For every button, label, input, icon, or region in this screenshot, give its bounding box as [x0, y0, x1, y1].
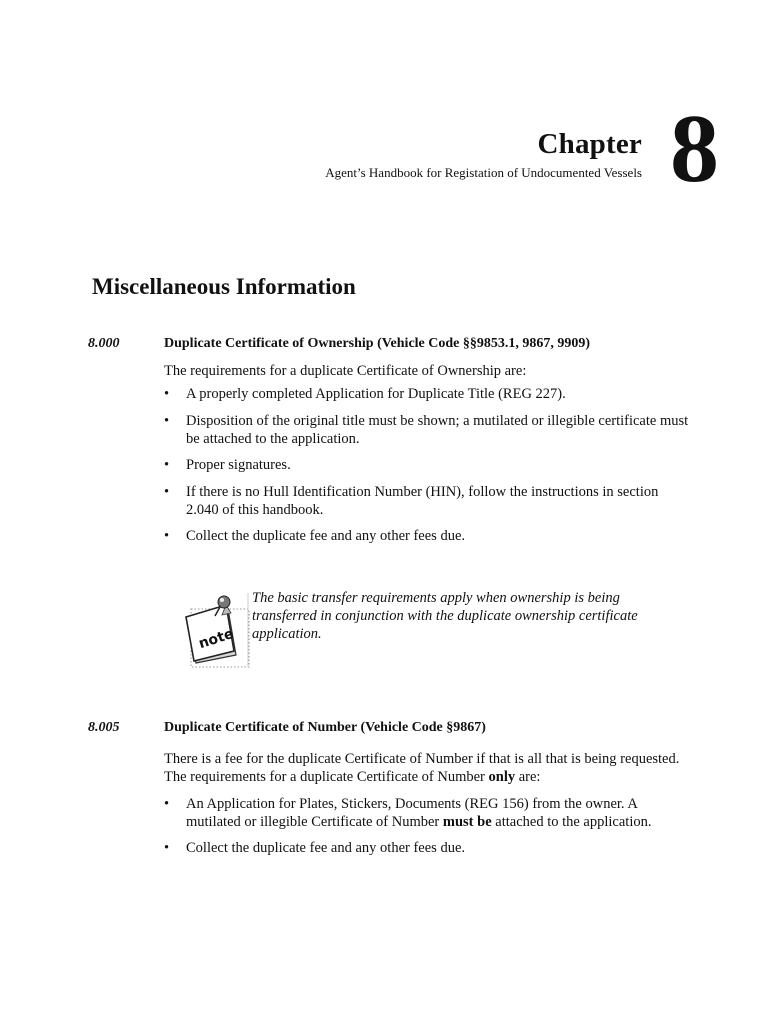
list-item	[164, 527, 694, 545]
list-item	[164, 483, 694, 519]
section-number-8000: 8.000	[88, 336, 120, 351]
bullet-icon: •	[164, 457, 170, 473]
note-icon-label: note	[196, 625, 236, 653]
section-intro-ownership: The requirements for a duplicate Certificate of Ownership are:	[164, 363, 527, 379]
chapter-label: Chapter	[537, 128, 642, 160]
section-heading-duplicate-number: Duplicate Certificate of Number (Vehicle Code §9867)	[164, 720, 486, 735]
bullet-icon: •	[164, 386, 170, 402]
list-item	[164, 795, 694, 831]
list-item-text: Proper signatures.	[186, 457, 291, 473]
intro-text-start: There is a fee for the duplicate Certificate of Number if that is all that is being requested. The requirements for a duplicate Certificate of Number	[164, 751, 680, 785]
bullet-icon: •	[164, 840, 170, 856]
requirements-list-ownership	[164, 385, 694, 545]
list-item-text-start: An Application for Plates, Stickers, Documents (REG 156) from the owner. A mutilated or illegible Certificate of Number	[186, 796, 638, 830]
list-item	[164, 385, 694, 403]
list-item-text: A properly completed Application for Duplicate Title (REG 227).	[186, 386, 566, 402]
requirements-list-number	[164, 795, 694, 857]
note-icon	[184, 589, 252, 671]
intro-emphasis: only	[488, 769, 516, 785]
list-item-text: Disposition of the original title must be shown; a mutilated or illegible certificate must be attached to the application.	[186, 413, 689, 447]
list-item	[164, 839, 694, 857]
list-item-text: Collect the duplicate fee and any other fees due.	[186, 528, 466, 544]
bullet-icon: •	[164, 528, 170, 544]
list-item-text: Collect the duplicate fee and any other fees due.	[186, 840, 466, 856]
section-heading-duplicate-ownership: Duplicate Certificate of Ownership (Vehicle Code §§9853.1, 9867, 9909)	[164, 336, 591, 351]
bullet-icon: •	[164, 796, 170, 812]
list-item-emphasis: must be	[442, 814, 492, 830]
intro-text-end: are:	[515, 769, 541, 785]
note-text: The basic transfer requirements apply when ownership is being transferred in conjunction with the duplicate ownership certificate application.	[252, 590, 638, 642]
section-number-8005: 8.005	[88, 720, 120, 735]
page-title: Miscellaneous Information	[92, 274, 356, 299]
chapter-number: 8	[670, 95, 719, 203]
bullet-icon: •	[164, 484, 170, 500]
section-intro-number	[164, 750, 694, 786]
list-item-text: If there is no Hull Identification Number (HIN), follow the instructions in section 2.040 of this handbook.	[186, 484, 659, 518]
list-item-text-end: attached to the application.	[491, 814, 652, 830]
list-item	[164, 412, 694, 448]
bullet-icon: •	[164, 413, 170, 429]
handbook-subtitle: Agent’s Handbook for Registation of Undocumented Vessels	[325, 165, 642, 180]
list-item	[164, 456, 694, 474]
